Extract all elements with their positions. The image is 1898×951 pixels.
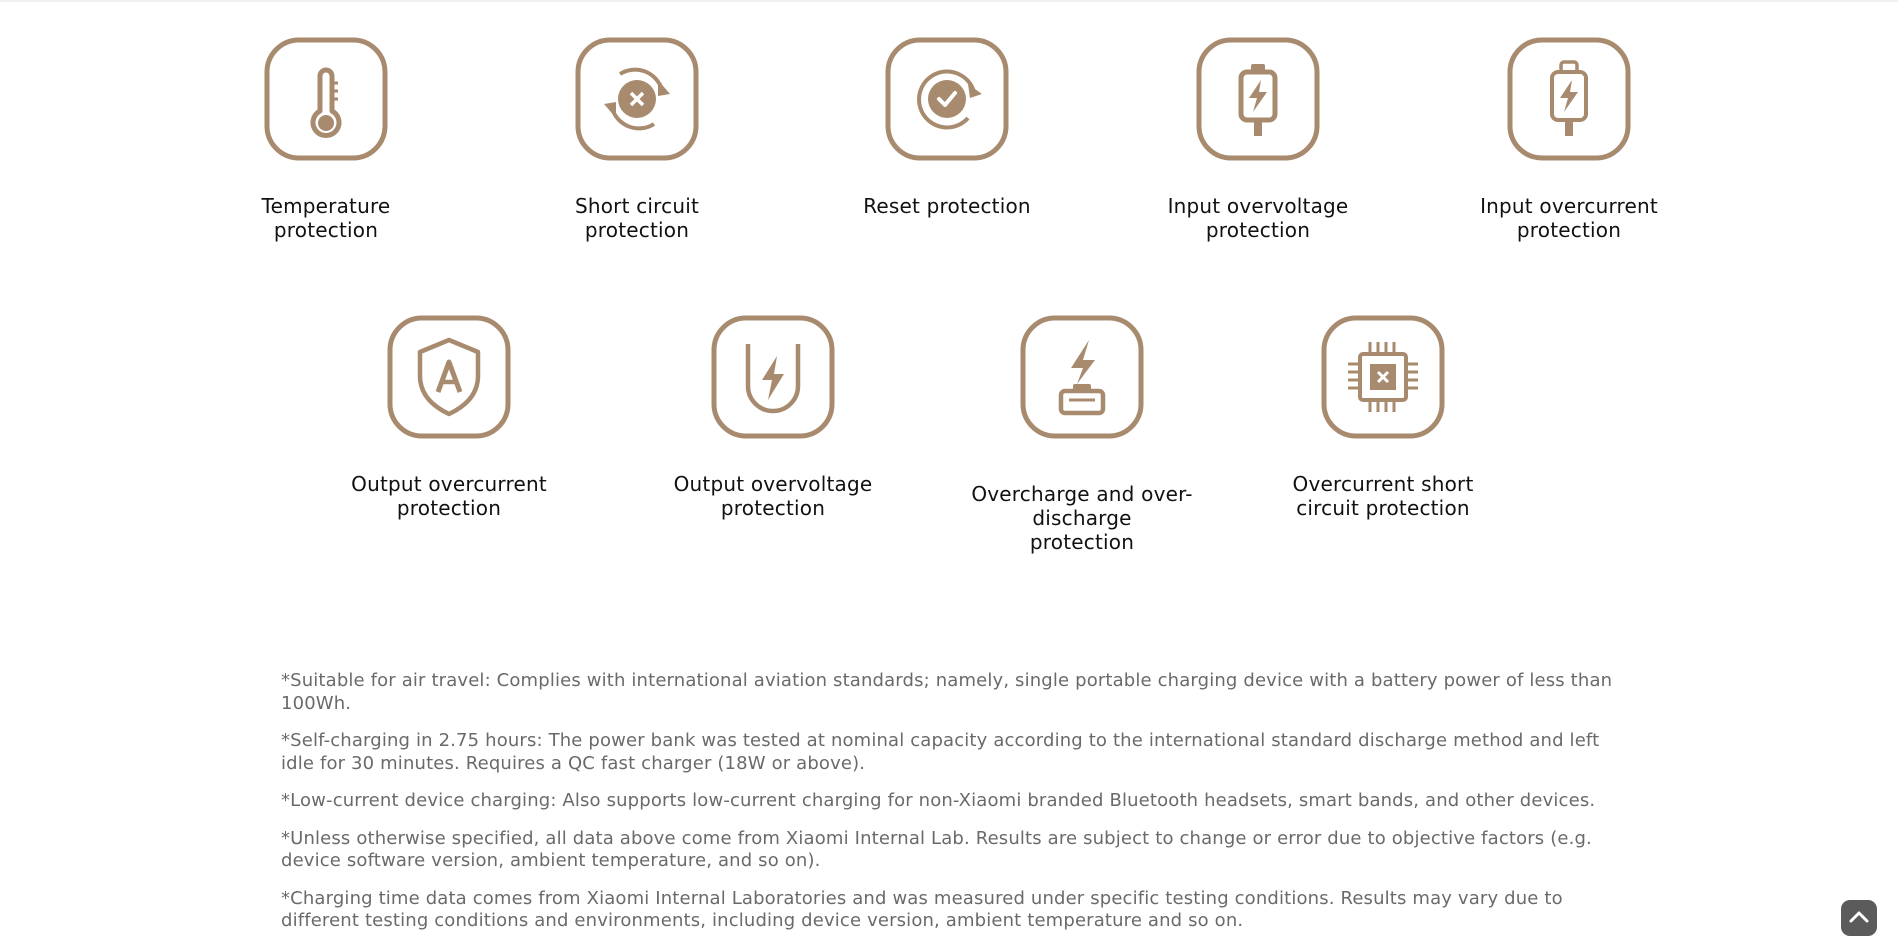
- feature-label-line1: Reset protection: [863, 194, 1031, 218]
- footnote-charging-time: *Charging time data comes from Xiaomi Internal Laboratories and was measured under specific testing conditions. Results may vary due to different testing conditions and environments, including device version, ambient temperature and so on.: [281, 887, 1563, 931]
- chip-icon: [1320, 314, 1446, 440]
- battery-input-current-icon: [1506, 36, 1632, 162]
- feature-short-circuit-protection: [487, 36, 787, 242]
- feature-label-line1: Output overcurrent: [351, 472, 547, 496]
- battery-input-voltage-icon: [1195, 36, 1321, 162]
- feature-input-overvoltage-protection: [1108, 36, 1408, 242]
- feature-label-line1: Input overcurrent: [1480, 194, 1658, 218]
- reset-icon: [884, 36, 1010, 162]
- feature-label-line2: protection: [396, 496, 502, 520]
- footnote-self-charging: *Self-charging in 2.75 hours: The power bank was tested at nominal capacity according to the international standard discharge method and left idle for 30 minutes. Requires a QC fast charger (18W or above).: [281, 730, 1600, 774]
- feature-overcurrent-short-circuit-protection: [1233, 314, 1533, 520]
- short-circuit-icon: [574, 36, 700, 162]
- shield-a-icon: [386, 314, 512, 440]
- feature-output-overcurrent-protection: [299, 314, 599, 520]
- chevron-up-icon: [1841, 900, 1877, 936]
- footnote-low-current: *Low-current device charging: Also supports low-current charging for non-Xiaomi branded Bluetooth headsets, smart bands, and other devices.: [281, 790, 1596, 811]
- footnotes: [281, 670, 1621, 948]
- feature-label-line1: Short circuit: [574, 194, 700, 218]
- feature-label-line2: protection: [1029, 530, 1135, 554]
- u-bolt-icon: [710, 314, 836, 440]
- feature-label-line1: Overcurrent short: [1292, 472, 1474, 496]
- feature-input-overcurrent-protection: [1419, 36, 1719, 242]
- feature-overcharge-overdischarge-protection: [932, 314, 1232, 554]
- feature-label-line2: protection: [584, 218, 690, 242]
- feature-temperature-protection: [176, 36, 476, 242]
- feature-label-line1: Temperature: [261, 194, 391, 218]
- feature-label-line2: protection: [1516, 218, 1622, 242]
- footnote-data-source: *Unless otherwise specified, all data above come from Xiaomi Internal Lab. Results are subject to change or error due to objective factors (e.g. device software version, ambient temperature, and so on).: [281, 827, 1592, 871]
- feature-reset-protection: [797, 36, 1097, 218]
- scroll-to-top-button[interactable]: [1841, 900, 1877, 936]
- bolt-battery-icon: [1019, 314, 1145, 440]
- feature-label-line2: circuit protection: [1296, 496, 1470, 520]
- feature-label-line1: Overcharge and over-discharge: [971, 482, 1193, 530]
- feature-label-line2: protection: [720, 496, 826, 520]
- feature-label-line2: protection: [1205, 218, 1311, 242]
- footnote-air-travel: *Suitable for air travel: Complies with international aviation standards; namely, single portable charging device with a battery power of less than 100Wh.: [281, 670, 1613, 714]
- thermometer-icon: [263, 36, 389, 162]
- feature-output-overvoltage-protection: [623, 314, 923, 520]
- feature-label-line1: Output overvoltage: [673, 472, 873, 496]
- feature-label-line2: protection: [273, 218, 379, 242]
- feature-label-line1: Input overvoltage: [1167, 194, 1349, 218]
